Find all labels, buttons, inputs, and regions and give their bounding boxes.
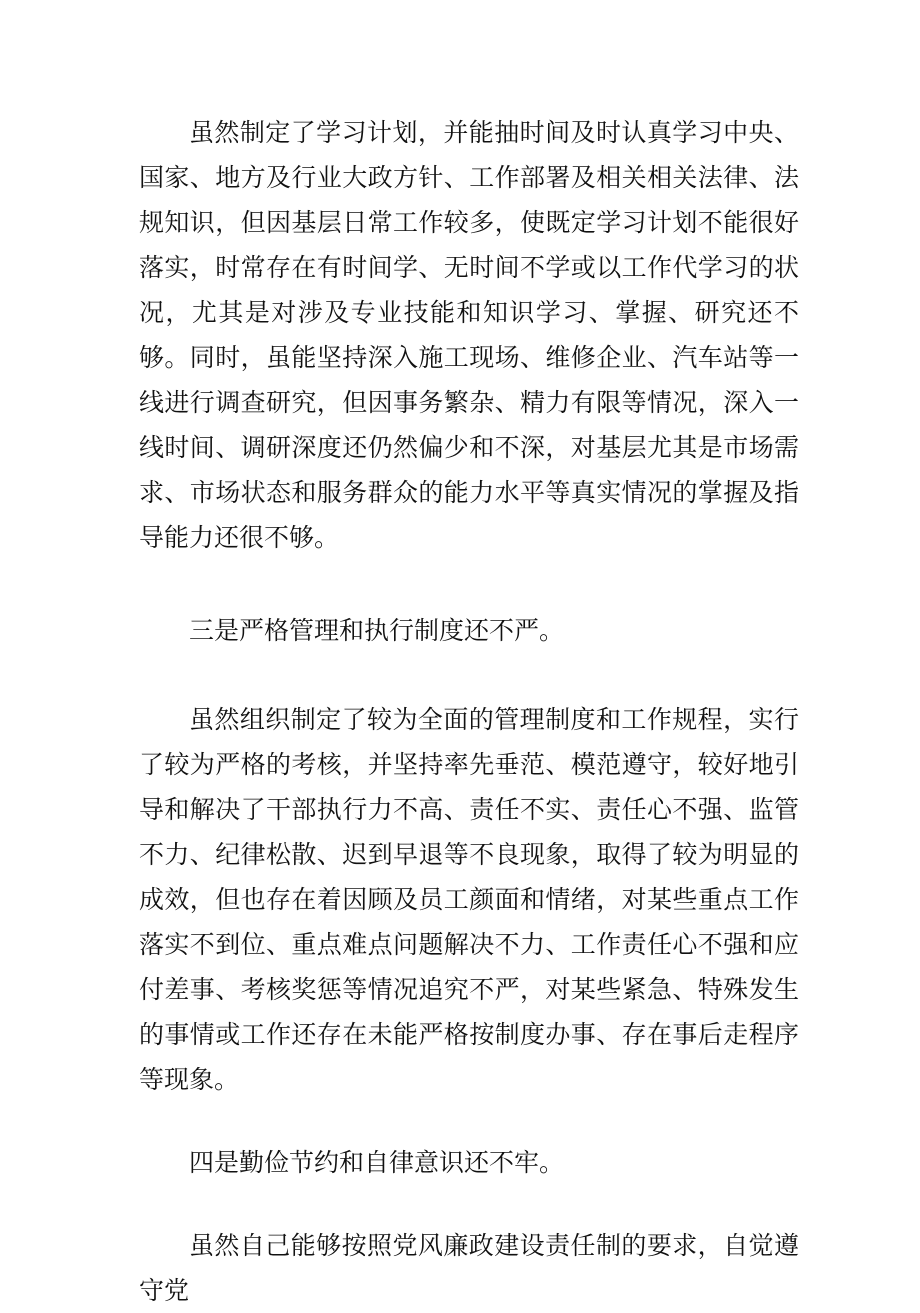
document-body xyxy=(139,110,799,1313)
paragraph-management-system: 虽然组织制定了较为全面的管理制度和工作规程，实行了较为严格的考核，并坚持率先垂范、模范遵守，较好地引导和解决了干部执行力不高、责任不实、责任心不强、监管不力、纪律松散、迟到早退等不良现象，取得了较为明显的成效，但也存在着因顾及员工颜面和情绪，对某些重点工作落实不到位、重点难点问题解决不力、工作责任心不强和应付差事、考核奖惩等情况追究不严，对某些紧急、特殊发生的事情或工作还存在未能严格按制度办事、存在事后走程序等现象。 xyxy=(139,705,799,1094)
paragraph-self-discipline: 虽然自己能够按照党风廉政建设责任制的要求，自觉遵守党 xyxy=(139,1231,799,1305)
paragraph-study-plan: 虽然制定了学习计划，并能抽时间及时认真学习中央、国家、地方及行业大政方针、工作部署及相关相关法律、法规知识，但因基层日常工作较多，使既定学习计划不能很好落实，时常存在有时间学、无时间不学或以工作代学习的状况，尤其是对涉及专业技能和知识学习、掌握、研究还不够。同时，虽能坚持深入施工现场、维修企业、汽车站等一线进行调查研究，但因事务繁杂、精力有限等情况，深入一线时间、调研深度还仍然偏少和不深，对基层尤其是市场需求、市场状态和服务群众的能力水平等真实情况的掌握及指导能力还很不够。 xyxy=(139,118,799,552)
section-heading-management: 三是严格管理和执行制度还不严。 xyxy=(189,616,565,645)
paragraph-spacer xyxy=(139,560,799,608)
section-heading-frugality: 四是勤俭节约和自律意识还不牢。 xyxy=(189,1148,565,1177)
paragraph-spacer xyxy=(139,1102,799,1140)
paragraph-spacer xyxy=(139,653,799,697)
paragraph-spacer xyxy=(139,1185,799,1223)
